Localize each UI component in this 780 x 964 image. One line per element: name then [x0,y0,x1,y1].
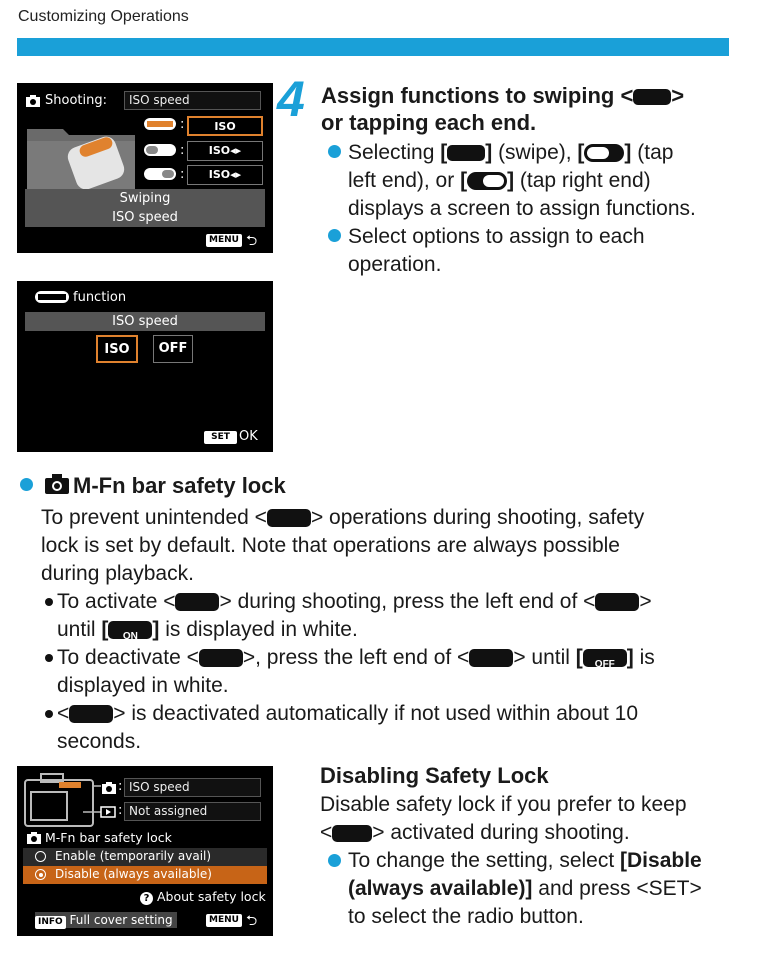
mfn-bar-icon [469,649,513,667]
swipe-icon [447,145,485,161]
bullet-dot [45,710,53,718]
set-key[interactable]: SET [204,431,237,444]
tap-left-icon [584,144,624,162]
safety-bullet-activate: To activate < > during shooting, press the left end of < > until [ ON ] is displayed in white. [57,590,652,643]
disabling-paragraph: Disable safety lock if you prefer to keep < > activated during shooting. [320,793,687,844]
step4-heading: Assign functions to swiping < > or tapping each end. [321,83,685,135]
safety-title: M-Fn bar safety lock [73,473,286,498]
status-line1: Swiping [119,191,171,206]
safety-paragraph: To prevent unintended < > operations during shooting, safety lock is set by default. Note that operations are always possible during playback. [41,506,645,585]
safety-lock-section-title: M-Fn bar safety lock [45,830,172,845]
option-tap-left[interactable]: ISO◂▸ [187,141,263,161]
mfn-bar-icon [595,593,639,611]
return-icon: ⮌ [246,233,258,249]
camera-screen-swipe-settings [17,83,273,253]
camera-back-illustration [23,772,101,828]
shooting-value-field[interactable]: ISO speed [124,91,261,110]
step4-bullet2: Select options to assign to each operation. [348,225,645,276]
bullet-dot [45,598,53,606]
option-off[interactable]: OFF [153,335,193,363]
step-number: 4 [277,71,305,127]
camera-screen-function [17,281,273,452]
menu-key[interactable]: MENU [206,914,242,927]
swipe-icon [144,118,176,130]
tap-left-icon [144,144,176,156]
swipe-function-icon [35,291,69,303]
tap-right-icon [144,168,176,180]
camera-illustration [23,121,143,197]
playback-assign-field[interactable]: Not assigned [124,802,261,821]
option-iso[interactable]: ISO [96,335,138,363]
function-subtitle: ISO speed [25,312,265,331]
colon: : [118,803,123,818]
playback-icon [100,806,116,818]
bullet-dot [328,229,341,242]
full-cover-setting[interactable]: INFO Full cover setting [35,912,177,928]
bullet-dot [45,654,53,662]
mfn-bar-icon [199,649,243,667]
disabling-bullet: To change the setting, select [Disable (always available)] and press <SET> to select the radio button. [348,849,702,928]
option-enable-row[interactable]: Enable (temporarily avail) [23,848,267,866]
bullet-dot [328,854,341,867]
option-disable-row[interactable]: Disable (always available) [23,866,267,884]
lock-off-icon: OFF [583,649,627,667]
info-key[interactable]: INFO [35,916,66,929]
mfn-bar-icon [332,825,372,842]
menu-key[interactable]: MENU [206,234,242,247]
step4-bullet1: Selecting [ ] (swipe), [ ] (tap left end), or [ ] (tap right end) displays a screen to assign functions. [348,141,696,220]
camera-screen-safety-lock [17,766,273,936]
lock-on-icon: ON [108,621,152,639]
return-icon: ⮌ [246,913,258,929]
status-box [25,189,265,227]
option-tap-right[interactable]: ISO◂▸ [187,165,263,185]
colon: : [180,143,185,158]
header-accent-bar [17,38,729,56]
mfn-bar-icon [69,705,113,723]
ok-label: OK [239,429,258,444]
radio-unselected-icon [35,851,46,862]
status-line2: ISO speed [112,210,178,225]
colon: : [180,117,185,132]
camera-icon [102,782,116,794]
function-title: function [73,290,127,305]
mfn-bar-icon [175,593,219,611]
about-safety-lock-link[interactable]: ? About safety lock [140,889,266,905]
colon: : [180,167,185,182]
camera-icon [27,832,41,844]
camera-icon [45,474,69,494]
shooting-label: Shooting: [45,93,107,108]
safety-bullet-auto: < > is deactivated automatically if not used within about 10 seconds. [57,702,638,753]
mfn-bar-icon [633,89,671,105]
bullet-dot [328,145,341,158]
tap-right-icon [467,172,507,190]
option-swipe-iso[interactable]: ISO [187,116,263,136]
disabling-heading: Disabling Safety Lock [320,763,549,788]
shooting-assign-field[interactable]: ISO speed [124,778,261,797]
colon: : [118,779,123,794]
camera-icon [26,95,40,107]
page-header: Customizing Operations [18,8,189,25]
section-bullet-dot [20,478,33,491]
safety-bullet-deactivate: To deactivate < >, press the left end of < > until [ OFF ] is displayed in white. [57,646,655,697]
mfn-bar-icon [267,509,311,527]
help-icon: ? [140,892,153,905]
